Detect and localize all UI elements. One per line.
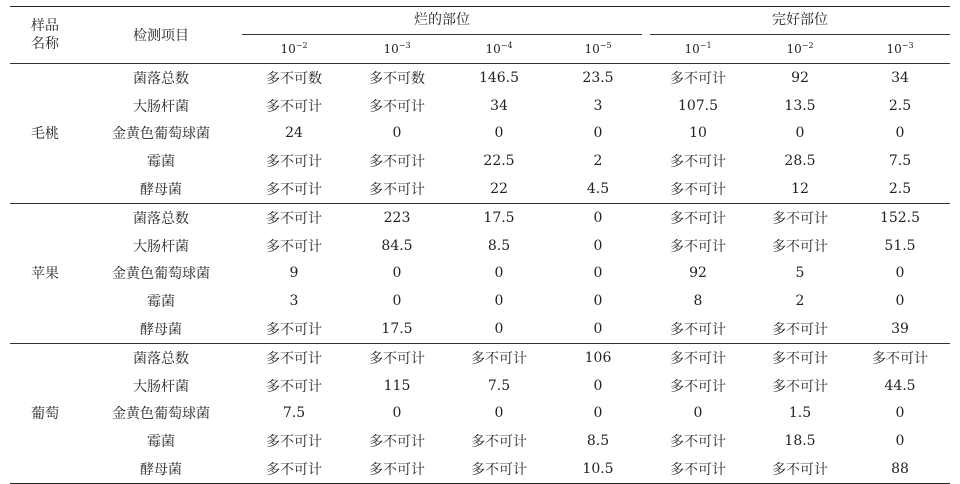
value-cell: 17.5 xyxy=(483,209,515,226)
dilution-exponent: −1 xyxy=(699,41,712,50)
sample-name-header xyxy=(10,7,80,64)
table-row xyxy=(10,175,950,203)
dilution-exponent: −3 xyxy=(398,41,411,50)
table-row xyxy=(10,315,950,343)
value-cell: 多不可计 xyxy=(448,455,550,483)
value-cell: 3 xyxy=(289,293,299,310)
value-cell: 多不可计 xyxy=(242,315,346,343)
value-cell: 多不可计 xyxy=(242,175,346,203)
value-cell: 0 xyxy=(895,265,905,282)
value-cell: 0 xyxy=(593,237,603,254)
test-item-cell: 霉菌 xyxy=(147,294,175,311)
value-cell: 0 xyxy=(392,265,402,282)
value-cell: 88 xyxy=(850,455,950,483)
value-cell: 多不可计 xyxy=(266,378,322,395)
test-item-cell: 酵母菌 xyxy=(80,175,242,203)
intact-part-title: 完好部位 xyxy=(650,7,950,35)
value-cell: 0 xyxy=(895,125,905,142)
value-cell: 2 xyxy=(593,153,603,170)
value-cell: 0 xyxy=(550,315,646,343)
value-cell: 34 xyxy=(891,69,909,86)
test-item-cell: 酵母菌 xyxy=(80,315,242,343)
value-cell: 多不可计 xyxy=(369,434,425,451)
table-row xyxy=(10,147,950,175)
rotten-dilution-header xyxy=(550,35,646,64)
value-cell: 17.5 xyxy=(346,315,448,343)
value-cell: 多不可计 xyxy=(471,350,527,367)
value-cell: 0 xyxy=(895,433,905,450)
value-cell: 0 xyxy=(494,265,504,282)
value-cell: 115 xyxy=(383,377,411,394)
value-cell: 多不可计 xyxy=(471,434,527,451)
test-item-cell: 菌落总数 xyxy=(133,350,189,367)
value-cell: 多不可计 xyxy=(670,210,726,227)
value-cell: 106 xyxy=(584,349,612,366)
value-cell: 多不可计 xyxy=(346,455,448,483)
value-cell: 0 xyxy=(895,405,905,422)
value-cell: 10 xyxy=(689,125,707,142)
value-cell: 84.5 xyxy=(381,237,413,254)
value-cell: 多不可计 xyxy=(670,350,726,367)
rotten-part-header xyxy=(242,7,646,36)
value-cell: 8.5 xyxy=(487,237,511,254)
table-row xyxy=(10,232,950,260)
value-cell: 0 xyxy=(693,405,703,422)
value-cell: 92 xyxy=(791,69,809,86)
dilution-exponent: −2 xyxy=(801,41,814,50)
value-cell: 223 xyxy=(383,209,411,226)
test-item-cell: 酵母菌 xyxy=(80,455,242,483)
dilution-exponent: −5 xyxy=(599,41,612,50)
value-cell: 多不可计 xyxy=(369,98,425,115)
value-cell: 0 xyxy=(494,125,504,142)
table-row xyxy=(10,400,950,428)
intact-dilution-header xyxy=(646,35,750,64)
dilution-base: 10 xyxy=(280,42,296,56)
value-cell: 多不可计 xyxy=(750,315,850,343)
rotten-dilution-header xyxy=(242,35,346,64)
value-cell: 多不可数 xyxy=(266,70,322,87)
value-cell: 多不可计 xyxy=(670,434,726,451)
dilution-base: 10 xyxy=(485,42,501,56)
dilution-exponent: −2 xyxy=(295,41,308,50)
value-cell: 18.5 xyxy=(784,433,816,450)
sample-name-header-line1: 样品 xyxy=(31,18,59,34)
value-cell: 多不可计 xyxy=(772,378,828,395)
table-row xyxy=(10,92,950,120)
value-cell: 7.5 xyxy=(282,405,306,422)
test-item-cell: 金黄色葡萄球菌 xyxy=(112,266,210,283)
value-cell: 7.5 xyxy=(487,377,511,394)
value-cell: 多不可计 xyxy=(266,238,322,255)
value-cell: 152.5 xyxy=(879,209,921,226)
value-cell: 9 xyxy=(289,265,299,282)
value-cell: 多不可计 xyxy=(369,350,425,367)
value-cell: 多不可计 xyxy=(772,210,828,227)
value-cell: 多不可计 xyxy=(266,350,322,367)
value-cell: 107.5 xyxy=(677,97,719,114)
dilution-exponent: −3 xyxy=(901,41,914,50)
dilution-base: 10 xyxy=(684,42,700,56)
value-cell: 0 xyxy=(895,293,905,310)
table-row xyxy=(10,120,950,148)
value-cell: 28.5 xyxy=(784,153,816,170)
test-item-cell: 大肠杆菌 xyxy=(133,238,189,255)
table-row xyxy=(10,203,950,231)
value-cell: 0 xyxy=(392,293,402,310)
value-cell: 23.5 xyxy=(582,69,614,86)
rotten-dilution-header xyxy=(448,35,550,64)
value-cell: 5 xyxy=(795,265,805,282)
table-row xyxy=(10,260,950,288)
value-cell: 多不可计 xyxy=(646,175,750,203)
value-cell: 0 xyxy=(494,405,504,422)
value-cell: 146.5 xyxy=(478,69,520,86)
value-cell: 22 xyxy=(448,175,550,203)
value-cell: 多不可计 xyxy=(872,350,928,367)
sample-name-cell: 苹果 xyxy=(10,203,80,343)
test-item-cell: 金黄色葡萄球菌 xyxy=(112,406,210,423)
value-cell: 4.5 xyxy=(550,175,646,203)
value-cell: 13.5 xyxy=(784,97,816,114)
value-cell: 多不可数 xyxy=(369,70,425,87)
test-item-cell: 霉菌 xyxy=(147,154,175,171)
test-item-header: 检测项目 xyxy=(80,7,242,64)
value-cell: 0 xyxy=(593,209,603,226)
value-cell: 多不可计 xyxy=(670,378,726,395)
test-item-cell: 大肠杆菌 xyxy=(133,378,189,395)
value-cell: 3 xyxy=(593,97,603,114)
results-table xyxy=(10,6,950,484)
dilution-base: 10 xyxy=(383,42,399,56)
value-cell: 0 xyxy=(593,125,603,142)
value-cell: 2.5 xyxy=(850,175,950,203)
value-cell: 8.5 xyxy=(586,433,610,450)
sample-name-header-line2: 名称 xyxy=(31,36,59,52)
value-cell: 22.5 xyxy=(483,153,515,170)
value-cell: 2.5 xyxy=(888,97,912,114)
dilution-base: 10 xyxy=(786,42,802,56)
value-cell: 多不可计 xyxy=(772,350,828,367)
sample-name-cell: 毛桃 xyxy=(10,64,80,204)
value-cell: 12 xyxy=(750,175,850,203)
value-cell: 0 xyxy=(593,377,603,394)
value-cell: 0 xyxy=(593,293,603,310)
intact-dilution-header xyxy=(750,35,850,64)
value-cell: 多不可计 xyxy=(266,98,322,115)
value-cell: 0 xyxy=(392,405,402,422)
value-cell: 多不可计 xyxy=(646,455,750,483)
value-cell: 多不可计 xyxy=(346,175,448,203)
rotten-dilution-header xyxy=(346,35,448,64)
sample-name-cell: 葡萄 xyxy=(10,343,80,483)
value-cell: 0 xyxy=(593,405,603,422)
value-cell: 44.5 xyxy=(884,377,916,394)
value-cell: 0 xyxy=(795,125,805,142)
value-cell: 多不可计 xyxy=(750,455,850,483)
value-cell: 多不可计 xyxy=(266,154,322,171)
table-row xyxy=(10,455,950,483)
test-item-cell: 霉菌 xyxy=(147,434,175,451)
intact-dilution-header xyxy=(850,35,950,64)
value-cell: 7.5 xyxy=(888,153,912,170)
test-item-cell: 菌落总数 xyxy=(133,70,189,87)
value-cell: 2 xyxy=(795,293,805,310)
value-cell: 8 xyxy=(693,293,703,310)
test-item-cell: 金黄色葡萄球菌 xyxy=(112,126,210,143)
test-item-cell: 菌落总数 xyxy=(133,210,189,227)
value-cell: 0 xyxy=(593,265,603,282)
value-cell: 多不可计 xyxy=(670,238,726,255)
dilution-exponent: −4 xyxy=(500,41,513,50)
dilution-base: 10 xyxy=(886,42,902,56)
value-cell: 多不可计 xyxy=(670,70,726,87)
value-cell: 0 xyxy=(494,293,504,310)
table-row xyxy=(10,372,950,400)
value-cell: 10.5 xyxy=(550,455,646,483)
value-cell: 多不可计 xyxy=(266,210,322,227)
value-cell: 34 xyxy=(490,97,508,114)
value-cell: 多不可计 xyxy=(369,154,425,171)
value-cell: 51.5 xyxy=(884,237,916,254)
value-cell: 0 xyxy=(392,125,402,142)
intact-part-header xyxy=(646,7,950,36)
value-cell: 多不可计 xyxy=(266,434,322,451)
value-cell: 0 xyxy=(448,315,550,343)
table-row xyxy=(10,64,950,92)
value-cell: 多不可计 xyxy=(670,154,726,171)
dilution-base: 10 xyxy=(584,42,600,56)
value-cell: 多不可计 xyxy=(646,315,750,343)
table-row xyxy=(10,343,950,371)
table-row xyxy=(10,427,950,455)
value-cell: 1.5 xyxy=(788,405,812,422)
value-cell: 39 xyxy=(850,315,950,343)
rotten-part-title: 烂的部位 xyxy=(242,7,642,35)
value-cell: 92 xyxy=(689,265,707,282)
value-cell: 多不可计 xyxy=(772,238,828,255)
value-cell: 24 xyxy=(285,125,303,142)
test-item-cell: 大肠杆菌 xyxy=(133,98,189,115)
table-row xyxy=(10,287,950,315)
value-cell: 多不可计 xyxy=(242,455,346,483)
